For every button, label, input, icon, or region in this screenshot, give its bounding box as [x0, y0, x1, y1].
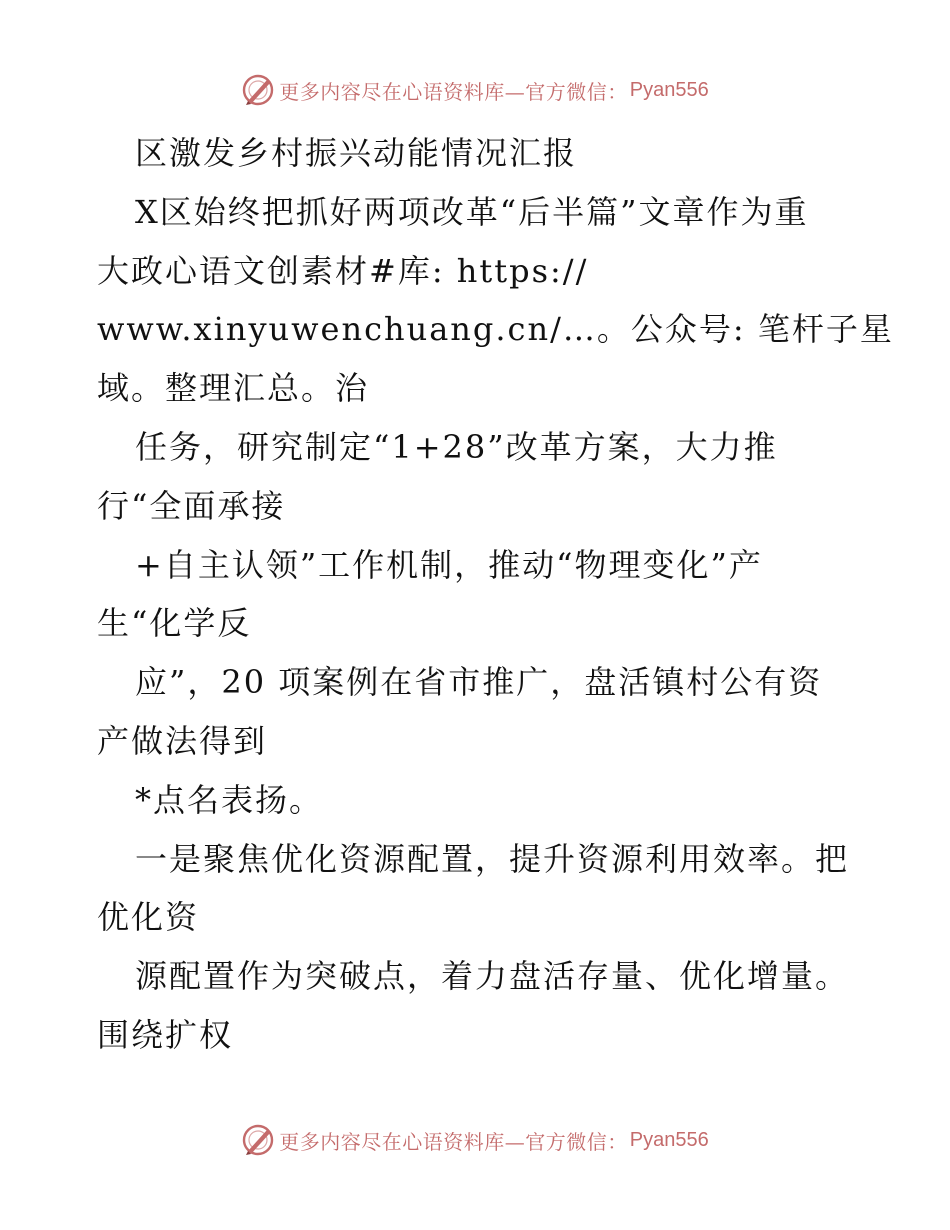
watermark-wechat-id: Pyan556: [629, 78, 709, 101]
text-line: 一是聚焦优化资源配置，提升资源利用效率。把: [135, 839, 850, 878]
text-line: 源配置作为突破点，着力盘活存量、优化增量。: [135, 957, 850, 996]
text-line: 行“全面承接: [97, 486, 286, 525]
watermark-wechat-id: Pyan556: [629, 1128, 709, 1151]
text-line: *点名表扬。: [135, 780, 324, 819]
text-line: 产做法得到: [97, 721, 268, 760]
document-title: 区激发乡村振兴动能情况汇报: [135, 134, 578, 172]
header-watermark: [0, 68, 950, 112]
text-line: 域。整理汇总。治: [97, 369, 370, 408]
text-line: 围绕扩权: [97, 1015, 234, 1054]
text-line: 优化资: [97, 898, 200, 937]
text-line: 生“化学反: [97, 604, 252, 643]
pen-logo-icon: [241, 1123, 275, 1157]
pen-logo-icon: [241, 73, 275, 107]
text-line: 应”，20 项案例在省市推广，盘活镇村公有资: [135, 663, 823, 702]
text-line: +自主认领”工作机制，推动“物理变化”产: [135, 545, 763, 584]
text-line: X区始终把抓好两项改革“后半篇”文章作为重: [135, 192, 809, 231]
text-line: www.xinyuwenchuang.cn/…。公众号: 笔杆子星: [97, 310, 894, 349]
text-line: 大政心语文创素材#库: https://: [97, 251, 589, 290]
text-line: 任务，研究制定“1+28”改革方案，大力推: [135, 427, 778, 466]
watermark-site-text: 更多内容尽在心语资料库—官方微信：: [279, 1129, 628, 1154]
watermark-site-text: 更多内容尽在心语资料库—官方微信：: [279, 79, 628, 104]
footer-watermark: [0, 1118, 950, 1162]
document-body: [97, 124, 894, 1065]
